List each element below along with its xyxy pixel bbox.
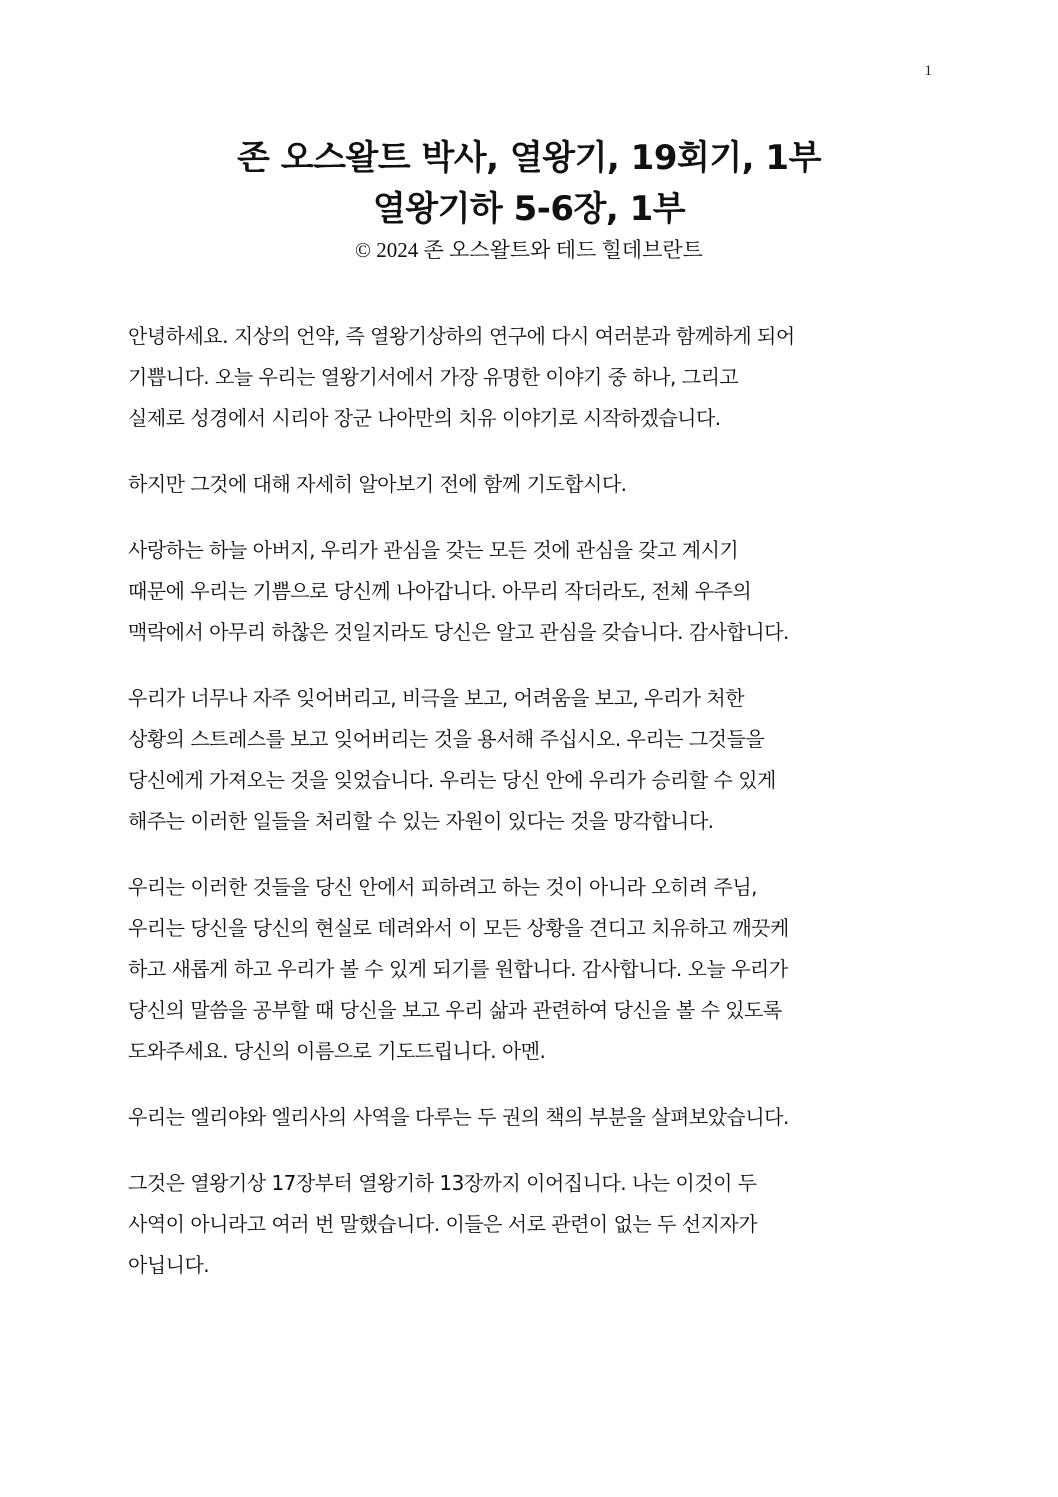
text-line: 우리는 당신을 당신의 현실로 데려와서 이 모든 상황을 견디고 치유하고 깨끗케 <box>128 916 789 940</box>
text-line: 사랑하는 하늘 아버지, 우리가 관심을 갖는 모든 것에 관심을 갖고 계시기 <box>128 538 739 562</box>
text-line: 상황의 스트레스를 보고 잊어버리는 것을 용서해 주십시오. 우리는 그것들을 <box>128 727 765 751</box>
paragraph <box>128 1097 938 1138</box>
text-line: 해주는 이러한 일들을 처리할 수 있는 자원이 있다는 것을 망각합니다. <box>128 809 714 833</box>
page-number: 1 <box>924 63 932 79</box>
paragraph <box>128 464 938 505</box>
text-line: 기쁩니다. 오늘 우리는 열왕기서에서 가장 유명한 이야기 중 하나, 그리고 <box>128 365 739 389</box>
text-line: 때문에 우리는 기쁨으로 당신께 나아갑니다. 아무리 작더라도, 전체 우주의 <box>128 579 752 603</box>
text-line: 사역이 아니라고 여러 번 말했습니다. 이들은 서로 관련이 없는 두 선지자가 <box>128 1212 758 1236</box>
paragraph <box>128 316 938 439</box>
document-subtitle: 열왕기하 5-6장, 1부 <box>372 189 686 229</box>
text-line: 우리는 이러한 것들을 당신 안에서 피하려고 하는 것이 아니라 오히려 주님, <box>128 875 758 899</box>
text-line: 당신에게 가져오는 것을 잊었습니다. 우리는 당신 안에 우리가 승리할 수 있게 <box>128 768 776 792</box>
copyright-notice: © 2024 존 오스왈트와 테드 힐데브란트 <box>355 238 703 262</box>
paragraph <box>128 1163 938 1286</box>
paragraph <box>128 867 938 1072</box>
text-line: 맥락에서 아무리 하찮은 것일지라도 당신은 알고 관심을 갖습니다. 감사합니다. <box>128 620 789 644</box>
text-line: 당신의 말씀을 공부할 때 당신을 보고 우리 삶과 관련하여 당신을 볼 수 있도록 <box>128 998 782 1022</box>
text-line: 안녕하세요. 지상의 언약, 즉 열왕기상하의 연구에 다시 여러분과 함께하게 되어 <box>128 324 795 348</box>
text-line: 그것은 열왕기상 17장부터 열왕기하 13장까지 이어집니다. 나는 이것이 두 <box>128 1171 757 1195</box>
title-block <box>0 133 1058 264</box>
paragraph <box>128 678 938 842</box>
text-line: 도와주세요. 당신의 이름으로 기도드립니다. 아멘. <box>128 1039 546 1063</box>
text-line: 실제로 성경에서 시리아 장군 나아만의 치유 이야기로 시작하겠습니다. <box>128 406 721 430</box>
text-line: 우리가 너무나 자주 잊어버리고, 비극을 보고, 어려움을 보고, 우리가 처한 <box>128 686 745 710</box>
text-line: 하지만 그것에 대해 자세히 알아보기 전에 함께 기도합시다. <box>128 472 627 496</box>
text-line: 하고 새롭게 하고 우리가 볼 수 있게 되기를 원합니다. 감사합니다. 오늘 우리가 <box>128 957 788 981</box>
paragraph <box>128 530 938 653</box>
body-text <box>128 316 938 1311</box>
text-line: 우리는 엘리야와 엘리사의 사역을 다루는 두 권의 책의 부분을 살펴보았습니다. <box>128 1105 789 1129</box>
document-title: 존 오스왈트 박사, 열왕기, 19회기, 1부 <box>237 138 821 178</box>
text-line: 아닙니다. <box>128 1253 210 1277</box>
